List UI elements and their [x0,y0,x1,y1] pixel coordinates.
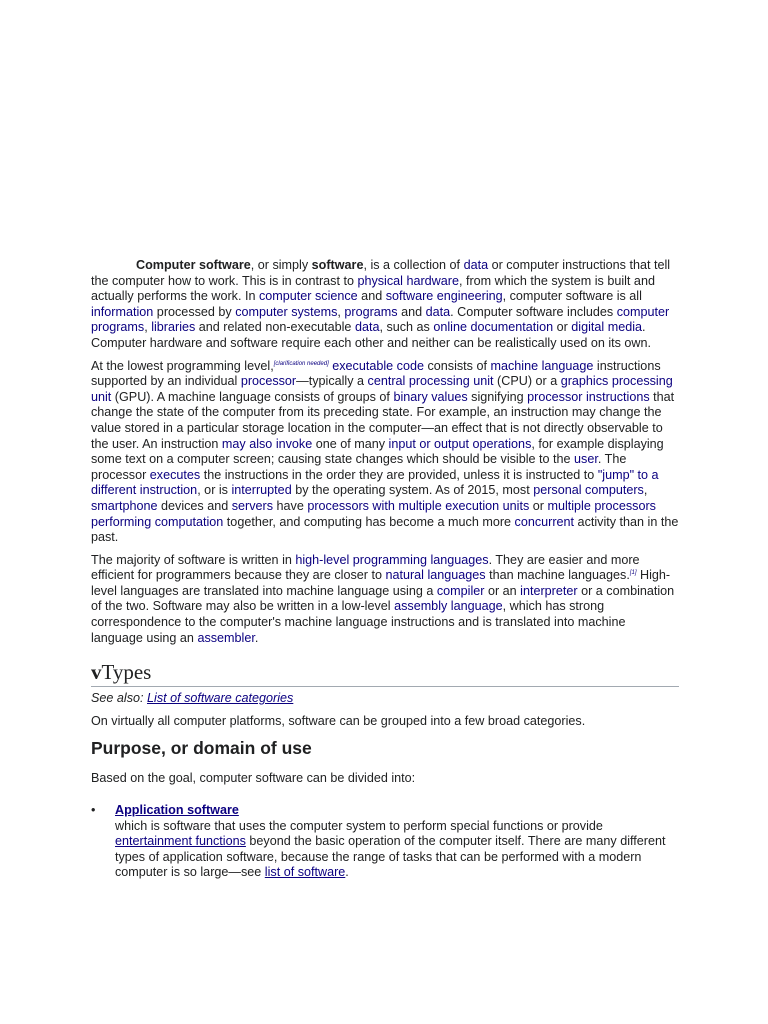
text: , [643,483,648,498]
text: than machine languages. [485,568,630,583]
text: The majority of software is written in [91,552,296,567]
text: have [273,498,308,513]
text: or [553,320,572,335]
link-processor-instructions[interactable]: processor instructions [527,389,650,404]
text: , from which the system is built and actually performs the work. In [91,273,655,304]
text: . [345,865,349,880]
section-heading-types [91,660,679,687]
subheading-purpose: Purpose, or domain of use [91,738,312,759]
link-input-output-operations[interactable]: input or output operations [388,436,532,451]
link-interpreter[interactable]: interpreter [520,583,578,598]
link-multiple-execution-units[interactable]: processors with multiple execution units [307,498,530,513]
link-jump-instruction[interactable]: "jump" to a different instruction [91,467,659,498]
link-list-of-software[interactable]: list of software [264,865,346,880]
text: , or is [197,483,232,498]
link-clarification-needed[interactable]: [clarification needed] [273,360,329,367]
link-information[interactable]: information [91,304,154,319]
text: . The processor [91,452,627,482]
link-physical-hardware[interactable]: physical hardware [357,273,459,288]
text: and [357,289,386,304]
link-graphics-processing-unit[interactable]: graphics processing unit [91,374,673,404]
text: , for example displaying some text on a computer screen; causing state changes which should be visible to the [91,436,664,467]
heading-text: Types [101,660,152,685]
link-application-software[interactable]: Application software [115,803,239,818]
link-central-processing-unit[interactable]: central processing unit [367,374,494,389]
text: or an [484,583,521,598]
text: , such as [379,320,434,335]
link-multiple-processors[interactable]: multiple processors performing computation [91,498,656,529]
link-data[interactable]: data [463,258,489,272]
text: . They are easier and more efficient for programmers because they are closer to [91,552,640,583]
link-data[interactable]: data [425,304,451,319]
link-computer-programs[interactable]: computer programs [91,304,670,335]
link-libraries[interactable]: libraries [151,320,196,335]
link-servers[interactable]: servers [231,498,274,513]
link-compiler[interactable]: compiler [436,583,485,598]
bullet: • [91,803,96,818]
text: —typically a [296,374,368,389]
list-item [91,803,679,881]
link-list-of-software-categories[interactable]: List of software categories [147,691,294,706]
types-intro: On virtually all computer platforms, software can be grouped into a few broad categories. [91,713,586,728]
link-computer-systems[interactable]: computer systems [235,304,338,319]
text: which is software that uses the computer system to perform special functions or provide [115,818,603,833]
link-may-also-invoke[interactable]: may also invoke [221,436,313,451]
link-executable-code[interactable]: executable code [332,358,424,373]
link-interrupted[interactable]: interrupted [231,483,292,498]
bold-term: software [311,258,364,272]
link-concurrent[interactable]: concurrent [514,514,575,529]
text: , or simply [250,258,312,272]
link-personal-computers[interactable]: personal computers [533,483,644,498]
text: High-level languages are translated into machine language using a [91,568,671,598]
link-smartphone[interactable]: smartphone [91,498,158,513]
text: . [254,630,259,645]
machine-code-paragraph [91,359,679,546]
link-binary-values[interactable]: binary values [393,389,468,404]
text: that change the state of the computer from its preceding state. For example, an instruction may change the value stored in a particular storage location in the computer—an effect that is not directly observable to the user. An instruction [91,389,675,451]
link-computer-science[interactable]: computer science [258,289,358,304]
link-entertainment-functions[interactable]: entertainment functions [115,834,246,849]
text: instructions supported by an individual [91,358,661,389]
text: At the lowest programming level, [91,358,274,373]
link-assembly-language[interactable]: assembly language [394,599,503,614]
text: together, and computing has become a much more [223,514,515,529]
text: by the operating system. As of 2015, most [291,483,534,498]
link-processor[interactable]: processor [240,374,297,389]
link-online-documentation[interactable]: online documentation [433,320,554,335]
see-also-label: See also: [91,691,148,706]
text: (CPU) or a [493,374,561,389]
text: devices and [157,498,232,513]
see-also-note [91,691,679,707]
link-software-engineering[interactable]: software engineering [385,289,503,304]
link-user[interactable]: user [574,452,598,467]
text: or [529,498,548,513]
citation [630,570,637,576]
text: beyond the basic operation of the computer itself. There are many different types of application software, because the range of tasks that can be performed with a modern computer is so large—see [115,834,666,880]
high-level-paragraph [91,553,679,647]
clarification-note [274,361,329,367]
text: one of many [312,436,389,451]
software-type-list [91,803,679,881]
text: processed by [153,304,236,319]
text: (GPU). A machine language consists of groups of [111,389,394,404]
text: and [397,304,426,319]
link-data[interactable]: data [354,320,380,335]
text: , is a collection of [363,258,464,272]
text: and related non-executable [195,320,355,335]
text: or computer instructions that tell the computer how to work. This is in contrast to [91,258,671,288]
text: , [337,304,345,319]
text: activity than in the past. [91,514,679,545]
toggle-marker: v [91,660,102,685]
text: , which has strong correspondence to the computer's machine language instructions and is translated into machine language using an [91,599,626,645]
link-machine-language[interactable]: machine language [490,358,594,373]
text: the instructions in the order they are provided, unless it is instructed to [200,467,598,482]
article-body [91,258,679,881]
text: , computer software is all [502,289,642,304]
link-programs[interactable]: programs [344,304,398,319]
purpose-intro: Based on the goal, computer software can be divided into: [91,771,416,786]
link-digital-media[interactable]: digital media [571,320,643,335]
link-natural-languages[interactable]: natural languages [385,568,486,583]
link-citation-1[interactable]: [1] [629,570,637,577]
bold-term: Computer software [136,258,251,272]
text: , [144,320,152,335]
text: consists of [423,358,491,373]
text: . Computer software includes [450,304,617,319]
text: signifying [467,389,528,404]
intro-paragraph [91,258,679,352]
text: or a combination of the two. Software may also be written in a low-level [91,583,675,614]
text: . Computer hardware and software require each other and neither can be realistically used on its own. [91,320,652,350]
link-executes[interactable]: executes [149,467,201,482]
link-assembler[interactable]: assembler [197,630,255,645]
link-high-level-languages[interactable]: high-level programming languages [295,552,489,567]
